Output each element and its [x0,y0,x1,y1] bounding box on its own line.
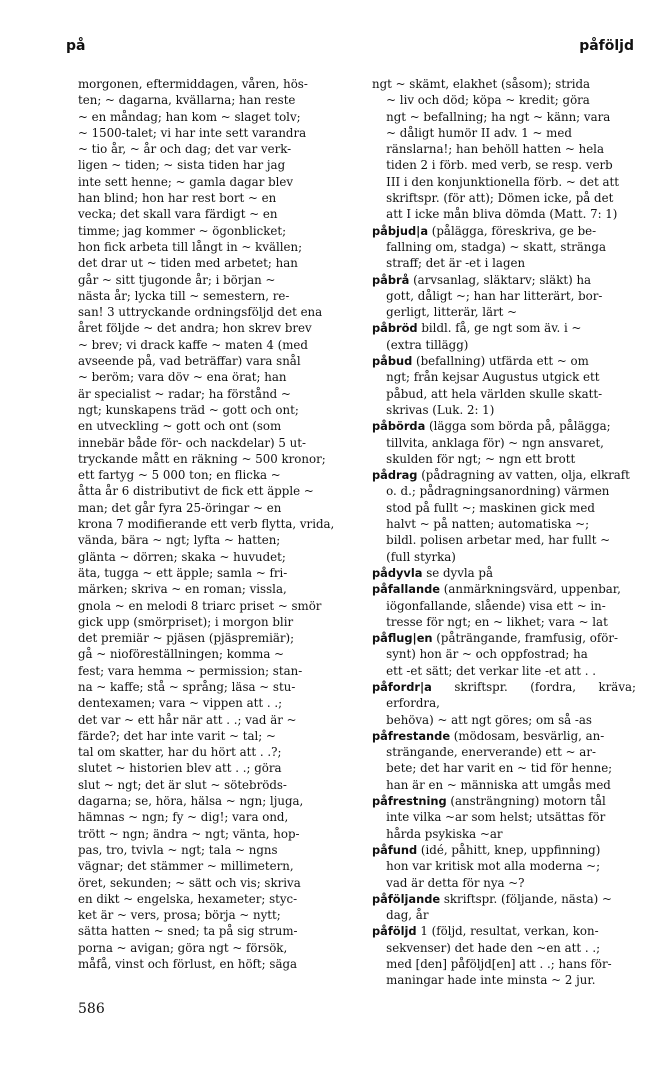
dictionary-entry [372,353,636,418]
entry-headword: påfund [372,842,418,857]
entry-headword: påbjud|a [372,223,429,238]
dictionary-entry [372,923,636,988]
dictionary-entry [372,320,636,353]
entry-text: (mödosam, besvärlig, an- strängande, enerverande) ett ~ ar- bete; det har varit en ~ tid för henne; han är en ~ människa att umgås med [386,728,613,792]
entry-text: (pålägga, föreskriva, ge be- fallning om, stadga) ~ skatt, stränga straff; det är -et i lagen [386,223,606,271]
entry-text: (idé, påhitt, knep, uppfinning) hon var kritisk mot alla moderna ~; vad är detta för nya ~? [386,842,601,890]
dictionary-entry [372,467,636,565]
running-head-left: på [66,38,86,54]
entry-headword: påfordr|a [372,679,432,694]
dictionary-entry [372,842,636,891]
entry-headword: påbröd [372,321,418,336]
entry-text: (pådragning av vatten, olja, elkraft o. d.; pådragningsanordning) värmen stod på fullt ~; maskinen gick med halvt ~ på natten; automatiska ~; bildl. polisen arbetar med, har fullt ~ (full styrka) [386,468,630,564]
page-number: 586 [78,1001,105,1017]
entry-headword: påbörda [372,419,426,434]
running-head-right: påföljd [579,38,634,54]
entry-text: 1 (följd, resultat, verkan, kon- sekvenser) det hade den ~en att . .; med [den] påföljd[en] att . .; hans för- maningar hade inte minsta ~ 2 jur. [386,924,612,988]
entry-text: skriftspr. (fordra, kräva; erfordra, behöva) ~ att ngt göres; om så -as [386,679,636,727]
dictionary-entry [372,891,636,924]
entry-headword: pådyvla [372,565,423,580]
entry-text: (påträngande, framfusig, oför- synt) hon är ~ och oppfostrad; ha ett -et sätt; det verkar lite -et att . . [386,631,618,678]
dictionary-entry [372,272,636,321]
dictionary-entry [372,565,636,581]
dictionary-entry [372,630,636,679]
entry-headword: påfallande [372,582,440,597]
dictionary-entry [372,679,636,728]
entry-headword: påfrestning [372,794,447,809]
entry-list [372,223,636,989]
entry-headword: påfrestande [372,728,451,743]
left-column [78,76,340,972]
entry-text: (befallning) utfärda ett ~ om ngt; från kejsar Augustus utgick ett påbud, att hela världen skulle skatt- skrivas (Luk. 2: 1) [386,354,603,417]
entry-text: (lägga som börda på, pålägga; tillvita, anklaga för) ~ ngn ansvaret, skulden för ngt; ~ ngn ett brott [386,419,611,466]
entry-headword: påföljd [372,924,417,939]
entry-headword: påbrå [372,272,410,287]
right-column [372,76,636,989]
entry-continuation: ngt ~ skämt, elakhet (såsom); strida ~ liv och död; köpa ~ kredit; göra ngt ~ befallning; ha ngt ~ känn; vara ~ dåligt humör II adv. 1 ~ med ränslarna!; han behöll hatten ~ hela tiden 2 i förb. med verb, se resp. verb III i den konjunktionella förb. ~ det att skriftspr. (för att); Dömen icke, på det att I icke mån bliva dömda (Matt. 7: 1) [372,77,619,222]
entry-text: (arvsanlag, släktarv; släkt) ha gott, dåligt ~; han har litterärt, bor- gerligt, litterär, lärt ~ [386,272,603,320]
dictionary-entry [372,223,636,272]
entry-text: (ansträngning) motorn tål inte vilka ~ar som helst; utsättas för hårda psykiska ~ar [386,794,606,841]
entry-text: skriftspr. (följande, nästa) ~ dag, år [386,891,612,923]
entry-headword: påbud [372,354,413,369]
entry-headword: pådrag [372,468,418,483]
entry-text: bildl. få, ge ngt som äv. i ~ (extra tillägg) [386,321,582,352]
entry-headword: påföljande [372,891,441,906]
entry-text: se dyvla på [426,565,493,580]
dictionary-entry [372,728,636,793]
dictionary-entry [372,581,636,630]
dictionary-entry [372,418,636,467]
dictionary-entry [372,793,636,842]
entry-headword: påflug|en [372,631,433,646]
entry-text: (anmärkningsvärd, uppenbar, iögonfallande, slående) visa ett ~ in- tresse för ngt; en ~ likhet; vara ~ lat [386,582,621,629]
left-column-text: morgonen, eftermiddagen, våren, hös- ten; ~ dagarna, kvällarna; han reste ~ en måndag; han kom ~ slaget tolv; ~ 1500-talet; vi har inte sett varandra ~ tio år, ~ år och dag; det var verk- ligen ~ tiden; ~ sista tiden har jag inte sett henne; ~ gamla dagar blev han blind; hon har rest bort ~ en vecka; det skall vara färdigt ~ en timme; jag kommer ~ ögonblicket; hon fick arbeta till långt in ~ kvällen; det drar ut ~ tiden med arbetet; han går ~ sitt tjugonde år; i början ~ nästa år; lycka till ~ semestern, re- san! 3 uttryckande ordningsföljd det ena året följde ~ det andra; hon skrev brev ~ brev; vi drack kaffe ~ maten 4 (med avseende på, vad beträffar) vara snål ~ beröm; vara döv ~ ena örat; han är specialist ~ radar; ha förstånd ~ ngt; kunskapens träd ~ gott och ont; en utveckling ~ gott och ont (som innebär både för- och nackdelar) 5 ut- tryckande mått en räkning ~ 500 kronor; ett fartyg ~ 5 000 ton; en flicka ~ åtta år 6 distributivt de fick ett äpple ~ man; det går fyra 25-öringar ~ en krona 7 modifierande ett verb flytta, vrida, vända, bära ~ ngt; lyfta ~ hatten; glänta ~ dörren; skaka ~ huvudet; äta, tugga ~ ett äpple; samla ~ fri- märken; skriva ~ en roman; vissla, gnola ~ en melodi 8 triarc priset ~ smör gick upp (smörpriset); i morgon blir det premiär ~ pjäsen (pjäspremiär); gå ~ nioföreställningen; komma ~ fest; vara hemma ~ permission; stan- na ~ kaffe; stå ~ språng; läsa ~ stu- dentexamen; vara ~ vippen att . .; det var ~ ett hår när att . .; vad är ~ färde?; det har inte varit ~ tal; ~ tal om skatter, har du hört att . .?; slutet ~ historien blev att . .; göra slut ~ ngt; det är slut ~ sötebröds- dagarna; se, höra, hälsa ~ ngn; ljuga, hämnas ~ ngn; fy ~ dig!; vara ond, trött ~ ngn; ändra ~ ngt; vänta, hop- pas, tro, tvivla ~ ngt; tala ~ ngns vägnar; det stämmer ~ millimetern, öret, sekunden; ~ sätt och vis; skriva en dikt ~ engelska, hexameter; styc- ket är ~ vers, prosa; börja ~ nytt; sätta hatten ~ sned; ta på sig strum- porna ~ avigan; göra ngt ~ försök, måfå, vinst och förlust, en höft; säga [78,77,335,972]
